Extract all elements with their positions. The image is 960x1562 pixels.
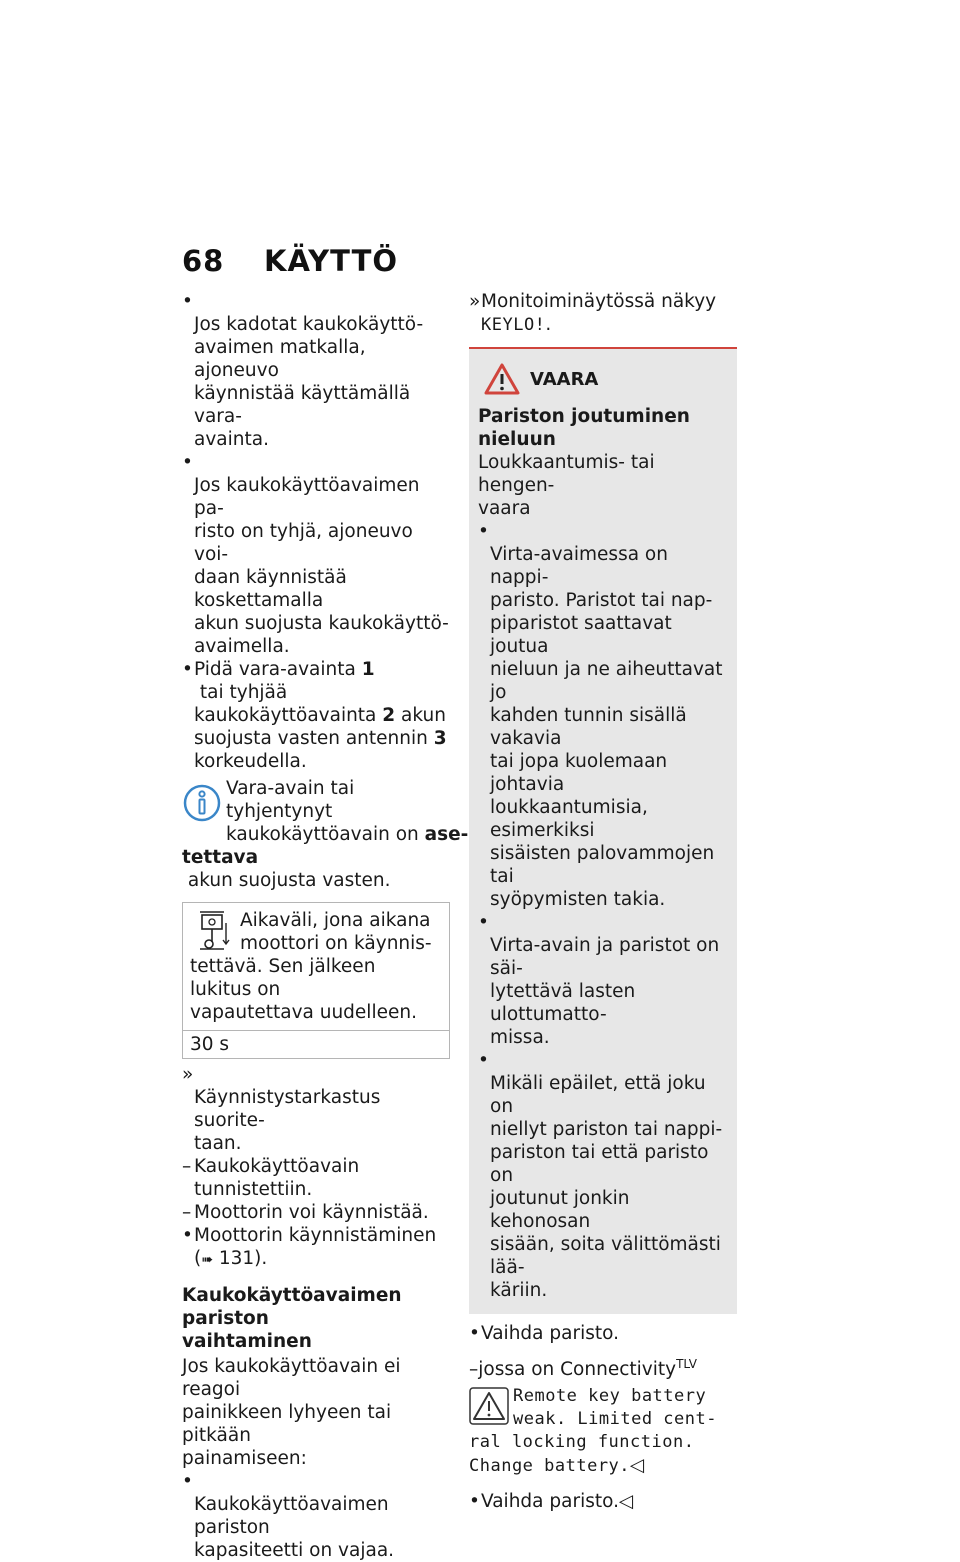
- key-number-2: 2: [382, 705, 396, 726]
- warning-item: • Virta-avain ja paristot on säi- lytettävä lasten ulottumatto- missa.: [478, 912, 720, 1048]
- left-column: [182, 290, 469, 1562]
- warning-signal-word: VAARA: [530, 368, 599, 390]
- end-mark: ◁: [630, 1455, 645, 1477]
- warning-item: • Virta-avaimessa on nappi- paristo. Paristot tai nap- piparistot saattavat joutua nieluun ja ne aiheuttavat jo kahden tunnin sisällä vakavia tai jopa kuolemaan johtavia loukkaantumisia, esimerkiksi sisäisten palovammojen tai syöpymisten takia.: [478, 521, 723, 910]
- result-item: » Käynnistystarkastus suorite- taan.: [182, 1064, 381, 1154]
- warning-item: • Mikäli epäilet, että joku on niellyt pariston tai nappi- pariston tai että paristo on joutunut jonkin kehonosan sisään, soita välittömästi lää- käriin.: [478, 1050, 723, 1301]
- section-body: Jos kaukokäyttöavain ei reagoi painikkeen lyhyeen tai pitkään painamiseen:: [182, 1356, 401, 1469]
- warning-icon: [484, 363, 520, 395]
- connectivity-condition: –jossa on Connectivity$^{TLV}$: [469, 1357, 697, 1381]
- bullet-item-keys: • Pidä vara-avainta 1 tai tyhjää kaukokäyttöavainta 2 akun suojusta vasten antennin 3 korkeudella.: [182, 659, 447, 772]
- bullet-item: • Jos kadotat kaukokäyttö- avaimen matkalla, ajoneuvo käynnistää käyttämällä vara- avainta.: [182, 291, 424, 450]
- warning-box: [469, 347, 737, 1314]
- end-mark: ◁: [618, 1491, 634, 1513]
- bullet-item: • Jos kaukokäyttöavaimen pa- risto on tyhjä, ajoneuvo voi- daan käynnistää koskettamalla akun suojusta kaukokäyttö- avaimella.: [182, 452, 449, 657]
- info-note: Vara-avain tai tyhjentynyt kaukokäyttöavain on ase- tettava akun suojusta vasten.: [182, 778, 469, 891]
- warning-triangle-icon: [469, 1387, 509, 1425]
- bullet-item: • Kaukokäyttöavaimen pariston kapasiteetti on vajaa.: [182, 1471, 395, 1561]
- countdown-value: 30 s: [183, 1030, 449, 1058]
- result-item: • Moottorin käynnistäminen (➠ 131).: [182, 1224, 450, 1272]
- bullet-item: • Vaihda paristo.◁: [469, 1491, 634, 1513]
- antenna-number-3: 3: [433, 728, 447, 749]
- info-icon: [182, 783, 222, 823]
- reference-arrow-icon: ➠: [201, 1252, 213, 1268]
- timer-icon: [196, 909, 232, 951]
- page-number: 68: [182, 244, 225, 278]
- bullet-text: Jos kaukokäyttöavaimen pa- risto on tyhjä, ajoneuvo voi- daan käynnistää koskettamalla akun suojusta kaukokäyttö- avaimella.: [194, 475, 449, 657]
- page-title: KÄYTTÖ: [264, 244, 399, 278]
- display-message: Remote key battery weak. Limited cent- ral locking function. Change battery.◁: [469, 1386, 717, 1477]
- countdown-box: [182, 902, 450, 1059]
- result-item: » Monitoiminäytössä näkyy KEYLO!.: [469, 291, 717, 335]
- warning-subtitle: Loukkaantumis- tai hengen- vaara: [478, 452, 655, 519]
- right-column: [469, 290, 737, 1513]
- warning-title: Pariston joutuminen nieluun: [478, 406, 690, 450]
- result-item: – Kaukokäyttöavain tunnistettiin.: [182, 1156, 360, 1200]
- page-reference[interactable]: (➠ 131).: [194, 1247, 450, 1272]
- section-title: Kaukokäyttöavaimen pariston vaihtaminen: [182, 1285, 402, 1352]
- result-item: – Moottorin voi käynnistää.: [182, 1202, 429, 1223]
- bullet-item: • Vaihda paristo.: [469, 1323, 619, 1344]
- display-message-keylo: KEYLO!: [481, 315, 546, 335]
- countdown-description: Aikaväli, jona aikana moottori on käynnis- tettävä. Sen jälkeen lukitus on vapautettava uudelleen.: [190, 910, 432, 1023]
- key-number-1: 1: [361, 659, 375, 680]
- bullet-text: Jos kadotat kaukokäyttö- avaimen matkalla, ajoneuvo käynnistää käyttämällä vara- avainta.: [194, 314, 424, 450]
- page-header: [182, 244, 398, 278]
